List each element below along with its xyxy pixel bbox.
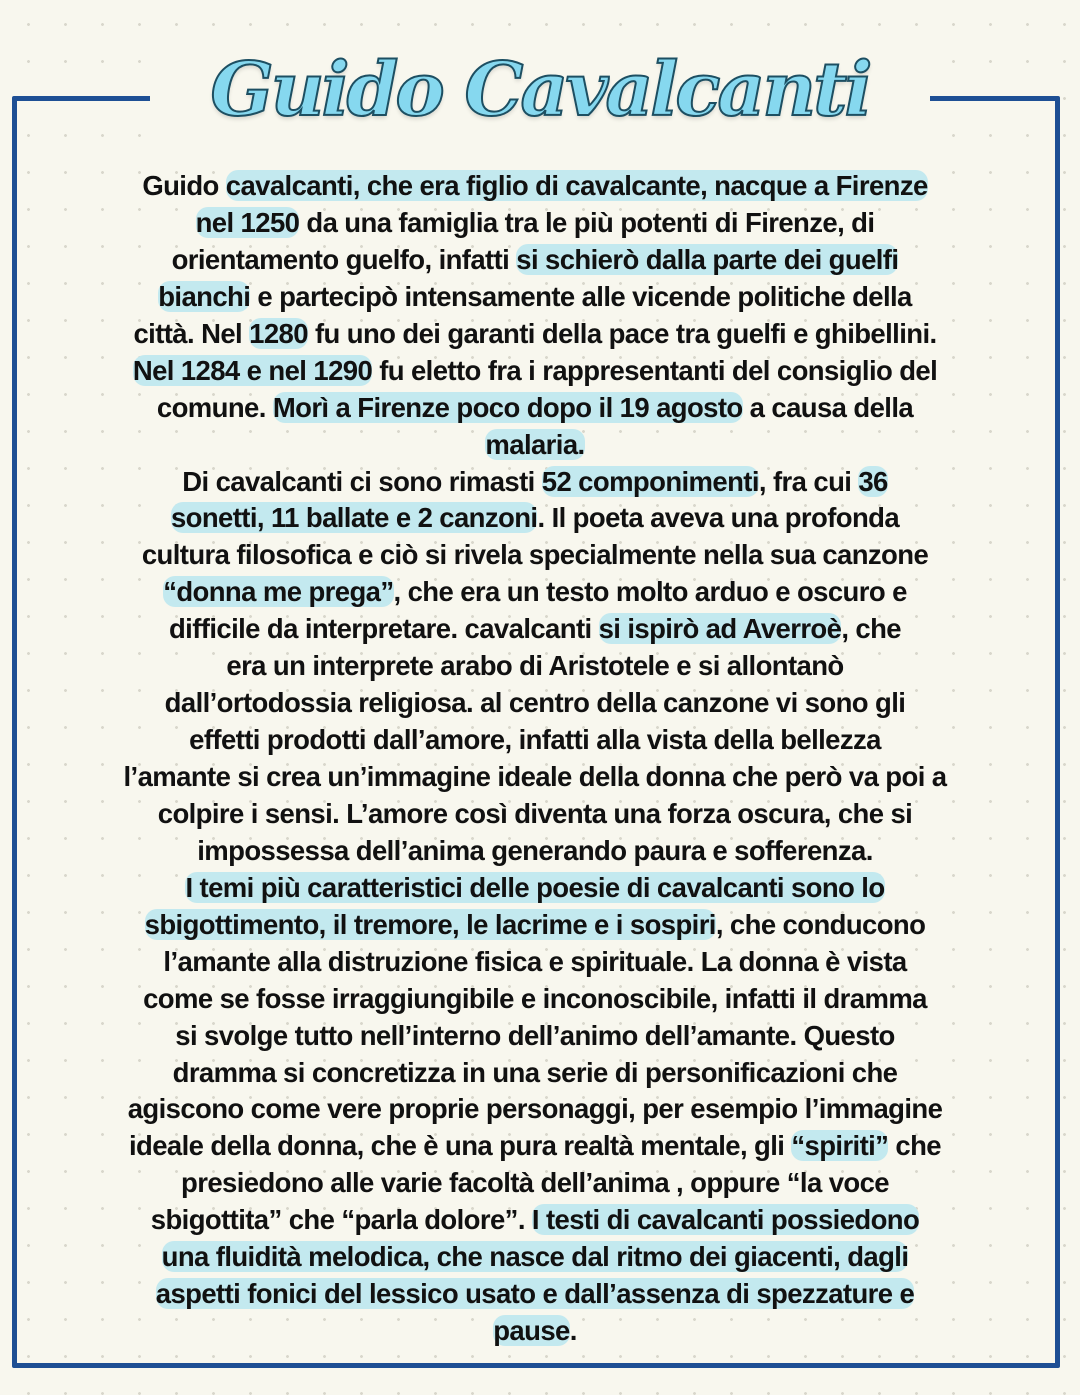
text-line [20,1128,1050,1165]
text-line [20,500,1050,537]
highlighted-text: 1280 [249,317,308,349]
highlighted-text: Nel 1284 e nel 1290 [132,354,373,386]
text-line [20,1202,1050,1239]
text-line [20,1276,1050,1313]
highlighted-text: 36 [858,465,888,497]
text-line [20,427,1050,464]
text-line [20,574,1050,611]
highlighted-text: I temi più caratteristici delle poesie di cavalcanti sono lo [185,871,885,903]
highlighted-text: 52 componimenti [541,465,759,497]
text-segment: sbigottita” che “parla dolore”. [150,1204,532,1236]
text-segment: città. Nel [133,317,250,349]
text-segment: . Il poeta aveva una profonda [537,502,900,534]
text-segment: orientamento guelfo, infatti [171,243,517,275]
text-segment: a causa della [742,391,914,423]
text-segment: Guido [142,170,226,201]
highlighted-text: si ispirò ad Averroè [598,613,842,645]
text-line [20,648,1050,685]
highlighted-text: “donna me prega” [163,576,394,608]
text-segment: agiscono come vere proprie personaggi, per esempio l’immagine [127,1093,943,1125]
highlighted-text: bianchi [158,280,251,312]
text-line [20,722,1050,759]
text-segment: l’amante alla distruzione fisica e spirituale. La donna è vista [163,945,907,977]
text-line [20,537,1050,574]
text-segment: , che era un testo molto arduo e oscuro e [393,576,907,608]
text-line [20,611,1050,648]
text-line [20,316,1050,353]
text-line [20,168,1050,205]
text-line [20,279,1050,316]
highlighted-text: nel 1250 [195,206,300,238]
text-segment: dall’ortodossia religiosa. al centro della canzone vi sono gli [164,687,906,719]
highlighted-text: aspetti fonici del lessico usato e dall’assenza di spezzature e [155,1278,915,1310]
text-segment: si svolge tutto nell’interno dell’animo dell’amante. Questo [175,1019,895,1051]
highlighted-text: una fluidità melodica, che nasce dal ritmo dei giacenti, dagli [161,1241,909,1273]
text-segment: come se fosse irraggiungibile e inconoscibile, infatti il dramma [143,982,927,1014]
text-line [20,1239,1050,1276]
text-segment: ideale della donna, che è una pura realtà mentale, gli [129,1130,792,1162]
text-segment: . [569,1315,577,1347]
text-segment: colpire i sensi. L’amore così diventa una forza oscura, che si [157,797,913,829]
text-segment: e partecipò intensamente alle vicende politiche della [250,280,912,312]
text-line [20,242,1050,279]
highlighted-text: “spiriti” [791,1130,889,1162]
text-segment: era un interprete arabo di Aristotele e si allontanò [226,650,844,682]
text-segment: che [888,1130,941,1162]
highlighted-text: cavalcanti, che era figlio di cavalcante, nacque a Firenze [225,170,928,201]
text-line [20,833,1050,870]
text-segment: cultura filosofica e ciò si rivela specialmente nella sua canzone [141,539,929,571]
text-segment: dramma si concretizza in una serie di personificazioni che [172,1056,898,1088]
text-segment: , fra cui [758,465,859,497]
text-segment: effetti prodotti dall’amore, infatti alla vista della bellezza [189,724,881,756]
notes-body [20,168,1050,1350]
text-line [20,1091,1050,1128]
highlighted-text: Morì a Firenze poco dopo il 19 agosto [272,391,743,423]
text-line [20,1165,1050,1202]
text-line [20,390,1050,427]
title-text: Guido Cavalcanti [210,47,870,133]
text-segment: , che conducono [715,908,926,940]
highlighted-text: si schierò dalla parte dei guelfi [516,243,899,275]
text-segment: difficile da interpretare. cavalcanti [168,613,599,645]
text-line [20,907,1050,944]
text-segment: comune. [156,391,273,423]
text-segment: impossessa dell’anima generando paura e sofferenza. [197,834,873,866]
text-line [20,981,1050,1018]
text-line [20,870,1050,907]
text-line [20,1018,1050,1055]
text-line [20,759,1050,796]
text-line [20,796,1050,833]
text-line [20,944,1050,981]
text-line [20,685,1050,722]
page-title [150,28,930,152]
text-segment: da una famiglia tra le più potenti di Firenze, di [299,206,875,238]
text-segment: fu uno dei garanti della pace tra guelfi e ghibellini. [307,317,937,349]
highlighted-text: I testi di cavalcanti possiedono [531,1204,920,1236]
highlighted-text: sonetti, 11 ballate e 2 canzoni [170,502,538,534]
text-segment: l’amante si crea un’immagine ideale della donna che però va poi a [123,761,947,792]
highlighted-text: malaria. [485,428,585,460]
text-line [20,1313,1050,1350]
highlighted-text: sbigottimento, il tremore, le lacrime e i sospiri [144,908,716,940]
text-line [20,205,1050,242]
text-segment: Di cavalcanti ci sono rimasti [182,465,542,497]
text-line [20,353,1050,390]
text-line [20,464,1050,501]
text-segment: presiedono alle varie facoltà dell’anima , oppure “la voce [181,1167,889,1199]
text-line [20,1055,1050,1092]
text-segment: fu eletto fra i rappresentanti del consiglio del [372,354,938,386]
highlighted-text: pause [493,1315,570,1347]
text-segment: , che [841,613,901,645]
